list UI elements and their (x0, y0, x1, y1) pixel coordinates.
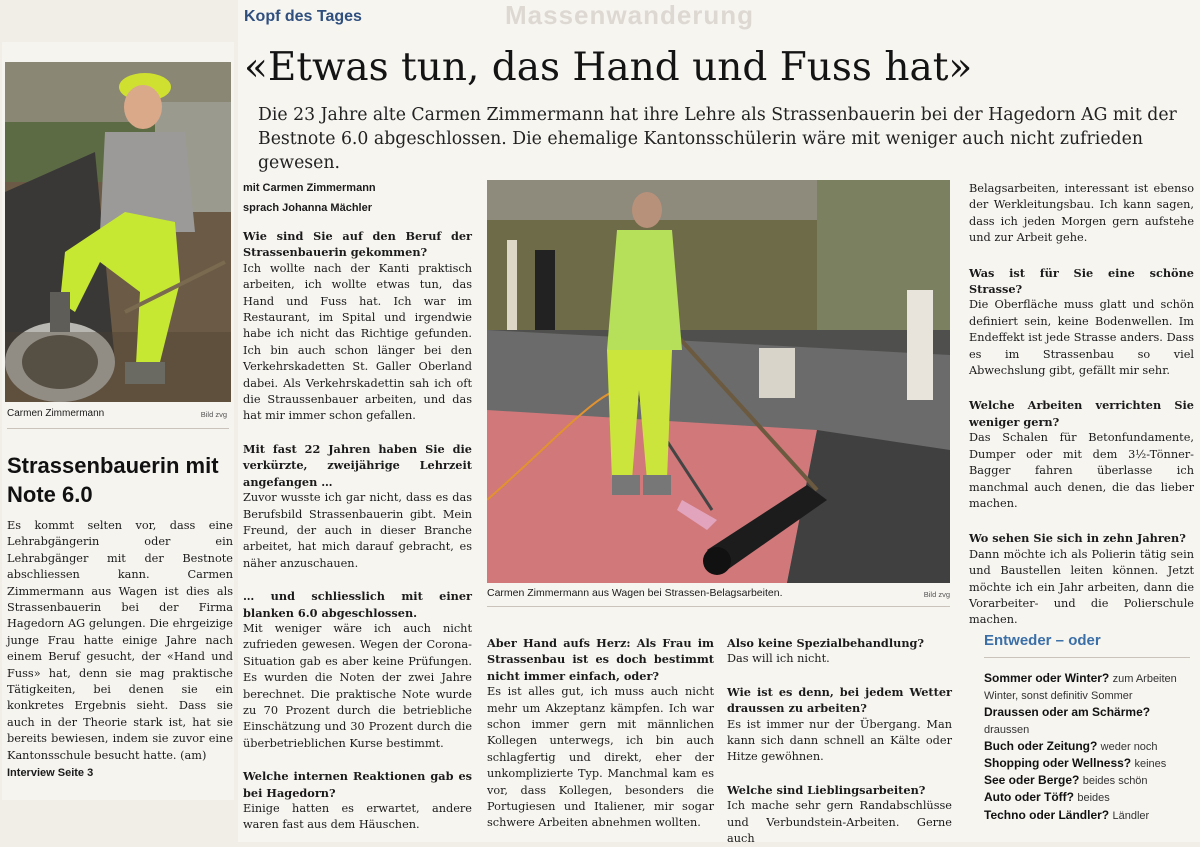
byline-line-2: sprach Johanna Mächler (243, 202, 372, 214)
either-or-answer: draussen (984, 723, 1030, 736)
photo-credit: Bild zvg (923, 590, 950, 599)
question: Welche Arbeiten verrichten Sie weniger gern? (969, 398, 1194, 429)
question: Wie sind Sie auf den Beruf der Strassenbauerin gekommen? (243, 229, 472, 260)
kicker: Kopf des Tages (244, 8, 362, 25)
answer: Dann möchte ich als Polierin tätig sein und Baustellen leiten können. Jetzt möchte ich ein Jahr arbeiten, dann die Vorarbeiter- und die Polierschule machen. (969, 547, 1194, 627)
answer: Einige hatten es erwartet, andere waren fast aus dem Häuschen. (243, 802, 472, 832)
either-or-question: Shopping oder Wellness? (984, 756, 1132, 771)
worker-portrait-photo (5, 62, 231, 402)
either-or-answer: keines (1134, 758, 1167, 771)
headline: «Etwas tun, das Hand und Fuss hat» (244, 45, 973, 90)
question: Wie ist es denn, bei jedem Wetter draussen zu arbeiten? (727, 684, 952, 716)
either-or-question: Buch oder Zeitung? (984, 738, 1098, 753)
question: Also keine Spezialbehandlung? (727, 636, 925, 650)
interview-column-bottom-2 (727, 635, 952, 847)
question: … und schliesslich mit einer blanken 6.0 abgeschlossen. (243, 589, 472, 620)
question: Welche internen Reaktionen gab es bei Hagedorn? (243, 769, 472, 800)
left-photo-caption (7, 408, 227, 419)
question: Wo sehen Sie sich in zehn Jahren? (969, 531, 1186, 546)
either-or-answer: beides schön (1082, 775, 1148, 788)
answer: Es ist alles gut, ich muss auch nicht mehr um Akzeptanz kämpfen. Ich war schon immer gern mit männlichen Kollegen unterwegs, ich bin auch schlagfertig und direkt, eher der unkomplizierte Typ. Manchmal kam es vor, dass Kollegen, besonders die Portugiesen und Italiener, mir sogar schwere Arbeiten abnehmen wollten. (487, 685, 714, 830)
roadwork-photo-caption (487, 587, 950, 599)
either-or-item (984, 789, 1196, 806)
lead-paragraph: Die 23 Jahre alte Carmen Zimmermann hat ihre Lehre als Strassenbauerin bei der Hagedorn AG mit der Bestnote 6.0 abgeschlossen. Die ehemalige Kantonsschülerin wäre mit weniger auch nicht zufrieden gewesen. (258, 105, 1177, 173)
either-or-answer: Ländler (1112, 809, 1150, 822)
roadwork-photo (487, 180, 950, 583)
question: Was ist für Sie eine schöne Strasse? (969, 265, 1194, 297)
answer: Das Schalen für Betonfundamente, Dumper oder mit dem 3½-Tönner-Bagger fahren überlasse ich manchmal auch denen, die das lieber machen. (969, 431, 1194, 510)
byline-line-1: mit Carmen Zimmermann (243, 182, 376, 194)
photo-credit: Bild zvg (200, 410, 227, 419)
divider (487, 606, 950, 607)
question: Aber Hand aufs Herz: Als Frau im Strassenbau ist es doch bestimmt nicht immer einfach, oder? (487, 636, 714, 683)
either-or-item (984, 670, 1196, 704)
either-or-title: Entweder – oder (984, 632, 1101, 649)
either-or-question: Techno oder Ländler? (984, 807, 1110, 822)
either-or-question: Auto oder Töff? (984, 790, 1074, 805)
left-teaser-title: Strassenbauerin mit Note 6.0 (7, 453, 219, 507)
answer: Ich mache sehr gern Randabschlüsse und Verbundstein-Arbeiten. Gerne auch (727, 799, 952, 846)
interview-column-bottom-1 (487, 635, 714, 832)
either-or-item (984, 755, 1196, 772)
either-or-item (984, 738, 1196, 755)
answer: Mit weniger wäre ich auch nicht zufrieden gewesen. Wegen der Corona-Situation gab es aber keine Prüfungen. Es wurden die Noten der zwei Jahre berechnet. Die praktische Note wurde zu 70 Prozent durch die betriebliche Einschätzung und 30 Prozent durch die überbetrieblichen Kurse bestimmt. (243, 621, 472, 750)
interview-column-1 (243, 178, 472, 834)
either-or-item (984, 704, 1196, 737)
ghost-heading: Massenwanderung (505, 0, 755, 30)
answer: Es ist immer nur der Übergang. Man kann sich dann schnell an Kälte oder Hitze gewöhnen. (727, 717, 952, 764)
interview-page-reference: Interview Seite 3 (7, 767, 94, 779)
either-or-question: See oder Berge? (984, 773, 1080, 788)
either-or-question: Sommer oder Winter? (984, 671, 1110, 685)
either-or-answer: weder noch (1100, 740, 1158, 753)
answer: Belagsarbeiten, interessant ist ebenso der Werkleitungsbau. Ich kann sagen, dass ich jeden Morgen gern aufstehe und zur Arbeit gehe. (969, 182, 1194, 245)
either-or-item (984, 807, 1196, 824)
question: Welche sind Lieblingsarbeiten? (727, 782, 926, 797)
left-teaser-body: Es kommt selten vor, dass eine Lehrabgängerin oder ein Lehrabgänger mit der Bestnote abschliessen kann. Carmen Zimmermann aus Wagen ist dies als Strassenbauerin bei der Firma Hagedorn AG gelungen. Die ehrgeizige junge Frau hatte einige Jahre nach einem Beruf gesucht, der «Hand und Fuss» hat, denn sie mag praktische Tätigkeiten, bei denen sie ein konkretes Ergebnis sieht. Dass sie auch in der Theorie stark ist, hat sie bereits bewiesen, indem sie zuvor eine Kantonsschule besucht hatte. (am) (7, 519, 233, 762)
question: Mit fast 22 Jahren haben Sie die verkürzte, zweijährige Lehrzeit angefangen … (243, 441, 472, 489)
answer: Die Oberfläche muss glatt und schön definiert sein, keine Bodenwellen. Im Endeffekt ist jede Strasse anders. Dass es im Strassenbau so viel Abwechslung gibt, gefällt mir sehr. (969, 298, 1194, 378)
divider (7, 428, 229, 429)
answer: Ich wollte nach der Kanti praktisch arbeiten, ich wollte etwas tun, das Hand und Fuss hat. Ich war im Restaurant, im Spital und irgendwie habe ich nicht das Richtige gefunden. Ich bin auch schon länger bei den Verkehrskadetten St. Galler Oberland dabei. Als Verkehrskadettin sah ich oft die Straussenbauer arbeiten, und das hat mir immer schon gefallen. (243, 261, 472, 423)
answer: Das will ich nicht. (727, 652, 830, 666)
either-or-question: Draussen oder am Schärme? (984, 705, 1151, 720)
either-or-list (984, 670, 1196, 824)
interview-column-right (969, 181, 1194, 629)
caption-text: Carmen Zimmermann aus Wagen bei Strassen-Belagsarbeiten. (487, 587, 783, 599)
either-or-answer: beides (1077, 792, 1110, 805)
caption-text: Carmen Zimmermann (7, 408, 105, 419)
divider (984, 657, 1190, 658)
either-or-answer: zum Arbeiten Winter, sonst definitiv Sommer (984, 673, 1177, 703)
either-or-item (984, 772, 1196, 789)
answer: Zuvor wusste ich gar nicht, dass es das Berufsbild Strassenbauerin gibt. Mein Freund, der auch in dieser Branche arbeitet, hat mich darauf gebracht, es näher anzuschauen. (243, 491, 472, 570)
